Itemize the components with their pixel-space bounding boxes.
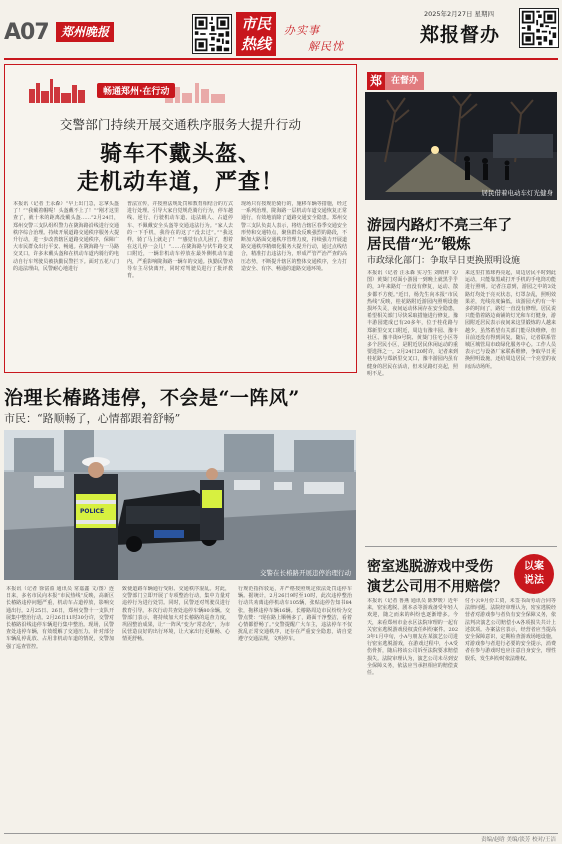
right-bottom-rule: [365, 546, 557, 547]
park-headline-line1: 游园内路灯不亮三年了: [367, 217, 512, 234]
feature-body-col2: 普法宣传，并按照法规处罚和教育相结合的方式进行处理。引导大家自觉规范骑行行为，停车越线、逆行、行驶机动车道、违法载人、占道停车、不佩戴安全头盔等交通违法行为。“家人去的一下手机，我待在的这了“没去过”。”“我这样，骑了马上就走了！”“感觉有点儿困了，想着在这儿停一会儿！”……在陇海路与伏牛路交叉口附近，一辆非机动车停放在最外侧机动车道内，严重影响陇海路一辆车的交通。执勤民警劝导车主尽快离开，同时对驾驶员进行了批评教育。: [127, 201, 233, 280]
feature-kicker: 交警部门持续开展交通秩序服务大提升行动: [59, 117, 302, 132]
slogan-line1: 办实事: [284, 24, 320, 37]
section-title: 郑报督办: [420, 24, 501, 46]
column-logo-line2: 热线: [240, 35, 271, 53]
zheng-badge-text: 郑: [369, 74, 382, 88]
header-rule: [4, 58, 558, 60]
case-stamp-line1: 以案: [524, 561, 544, 572]
issue-date: 2025年2月27日 星期四: [424, 10, 495, 18]
park-headline-line2: 居民借“光”锻炼: [367, 236, 471, 253]
parking-headline: 治理长椿路违停，不会是“一阵风”: [4, 387, 300, 409]
paper-name-logo: [56, 22, 114, 42]
feature-body-col3: 现场只有按规范骑行的，施移车辆等措施，经过一系列治理，陇海路一层机动车道交通恢复正常通行，有效地消除了道路交通安全隐患。郑州交警三支队负责人表示，将结合辖区春季交通安全形势和交通特点，聚焦群众反映强烈的路段，不断加大路面交通秩序管理力度，持续强力开展道路交通秩序精细化服务大提升行动，通过点线结合，精准打击违法行为，形成严管严治严查的高压态势，不断提升辖区的整体交通秩序，全力打造安全、有序、畅通的道路交通环境。: [241, 201, 347, 272]
qr-code-left[interactable]: [192, 14, 232, 54]
qr-code-right[interactable]: [519, 8, 559, 48]
police-photo-graphic: [4, 430, 356, 580]
banner-label: 畅通郑州·在行动: [97, 83, 175, 98]
park-body-col1: 本报讯（记者 汪永森 实习生 刘晴祥 文/图）黄葵门对面小游园一到晚上就黑乎乎的，3年来路灯一直没有修复，运动、散步都不方便。”近日，杨先生向本报“市民热线”反映，桂花路附近游园内照明设施损坏失灵，夜间运动休闲存在安全隐患，希望相关部门尽快采取措施进行修复。豫丰游园建成已有20多年，位于桂花路与郑新里交叉口附近，周边有豫丰园、豫丰社区、豫丰街9号院、黄葵门住宅小区等多个居民小区，是附近居民休闲运动的重要选择之一。2月24日20时许，记者来到桂花路与郑新里交叉口，豫丰游园内虽有健身的居民在活动，但未见路灯亮起，照明不足。: [367, 270, 458, 377]
qr-code-right-graphic: [520, 9, 558, 47]
footer-credits: 责编/赵晗 美编/淡芳 校对/王洁: [480, 837, 556, 843]
park-body-col2: 来这里打篮球再亮起，周边居民平时到此运动，只能靠黑咸打开手机的手电筒功能进行照明。记者注意到，游园之中的3处路灯均处于亮灭状态，灯罩杂乱，照明效果差，光线亮度偏低。该游园大约有一年多的时间了，路灯一直没有修理。居民说只能借着路边商铺的灯光和车灯健身，游园附近居民表示夜间来这里锻炼的人越来越少，虽然希望有关部门能尽快维修，但目前还没有得到回复。随后，记者联系管城区城管局市政绿化服务中心。工作人员表示已与设备厂家联系维修，争取早日更换照明设施，还给周边居民一个亮堂的夜间活动场所。: [465, 270, 556, 370]
column-logo-line1: 市民: [240, 15, 271, 33]
column-logo: [236, 12, 276, 56]
escape-room-body-col1: 本报讯（记者 鲁燕 通讯员 陈梦媛）近年来，密室逃脱、剧本杀等游戏备受年轻人欢迎，随之而来的纠纷也逐渐增多。今天，来看郑州市金水区法院审理的一起有关密室逃脱游戏侵权责任纠纷案件。2023年1月中旬，小A与朋友在某演艺公司进行密室逃脱游戏，在游戏过程中，小A受伤骨折，随后将该公司诉至法院要求赔偿损失。法院审理认为，演艺公司未尽到安全保障义务，依法应当承担相应的赔偿责任。: [367, 598, 458, 677]
police-photo-caption: 交警在长椿路开展违停治理行动: [260, 569, 351, 577]
zheng-badge: [367, 72, 385, 90]
police-vest-text: POLICE: [80, 508, 105, 515]
feature-body-col1: 本报讯（记者 王永森）“早上出门急，忘拿头盔了！”“我戴着帽呢！头盔戴不上了！”“刚才这里查了，就十米的距离没戴头盔……”2月24日，郑州交警三支队组织警力在陇海路沿线进行交通秩序综合治理。持续开展道路交通秩序服务大提升行动，进一步改善辖区道路交通秩序，保障广大市民群众出行平安、畅通。在陇海路与一马路交叉口，许多未戴头盔和在机动车道内骑行的电动自行车驾驶员被执勤民警拦下。面对五花八门的违法理由，民警耐心地进行: [13, 201, 119, 272]
night-park-photo: [365, 92, 557, 200]
parking-body-col2: 致使道路车辆通行受阻、交通秩序混乱。对此，交警部门立即开展了专项整治行动，集中力量对违停行为进行处罚。同时，民警还对驾驶员进行教育引导。本次行动共查处违停车辆80余辆。交警部门表示，将持续加大对长椿路的巡查力度，巩固整治成果，让“一阵风”变为“常态化”，为市民营造良好的出行环境，让大家出行更顺畅、心情更舒畅。: [122, 586, 230, 643]
case-stamp-line2: 说法: [524, 575, 544, 586]
parking-subhead: 市民：“路顺畅了，心情都跟着舒畅”: [4, 412, 181, 425]
feature-headline-line2: 走机动车道，严查！: [76, 169, 284, 195]
page-number: A07: [4, 20, 49, 45]
qr-code-left-graphic: [193, 15, 231, 53]
feature-article-box: [4, 64, 357, 373]
night-photo-caption: 居民借着电动车灯光健身: [481, 189, 553, 197]
in-supervision-text: 在督办: [391, 76, 419, 86]
parking-body-col1: 本报讯（记者 徐富盈 通讯员 常嘉鑫 文/图）连日来，多名市民向本报“市民热线”反映，高新区长椿路违停问题严重，机动车占道停放，影响交通出行。2月25日、26日，郑州交警十一支队开展集中整治行动。2月26日11时30分许，交警对长椿路沿线违停车辆进行集中整治。现场，民警查处违停车辆，有效缓解了交通压力。针对部分车辆乱停乱放、占用非机动车道的情况，交警加强了巡查管控。: [6, 586, 114, 650]
slogan-line2: 解民忧: [308, 40, 344, 53]
feature-headline-line1: 骑车不戴头盔、: [99, 141, 261, 167]
police-photo: [4, 430, 356, 580]
parking-body-col3: 行规范指挥驳运，并严格按照规定依法处罚违停车辆。据统计，2月26日9时至10时，此次违停整治行动共劝离违停机动车105辆，张贴违停告知书84张，拖移违停车辆16辆。长椿路周边市民纷纷为交警点赞：“现在路上顺畅多了，路面干净整洁，看着心情都舒畅了。”交警提醒广大车主，违法停车不仅扰乱正常交通秩序，还存在严重安全隐患，请自觉遵守交通法规，文明停车。: [238, 586, 352, 643]
escape-room-headline-line2: 演艺公司用不用赔偿？: [367, 579, 507, 595]
night-park-photo-graphic: [365, 92, 557, 200]
footer-rule: [4, 833, 558, 834]
escape-room-headline-line1: 密室逃脱游戏中受伤: [367, 559, 493, 575]
paper-name: 郑州晚报: [60, 25, 109, 39]
case-stamp: [514, 554, 554, 594]
park-subhead: 市政绿化部门：争取早日更换照明设施: [367, 256, 521, 266]
in-supervision-tag: [385, 72, 424, 90]
escape-room-body-col2: 付小云9月份工资，未签书面劳动合同等法律问题。法院经审理认为，密室逃脱经营者对游戏参与者负有安全保障义务，依法判决演艺公司赔偿小A各项损失共计上述款项。办案法官表示，经营者应当提高安全保障意识，定期检查游戏场地设施，对游戏参与者进行必要的安全提示，消费者在参与游戏时也应注意自身安全，理性娱乐，发生纠纷时依法维权。: [465, 598, 556, 662]
